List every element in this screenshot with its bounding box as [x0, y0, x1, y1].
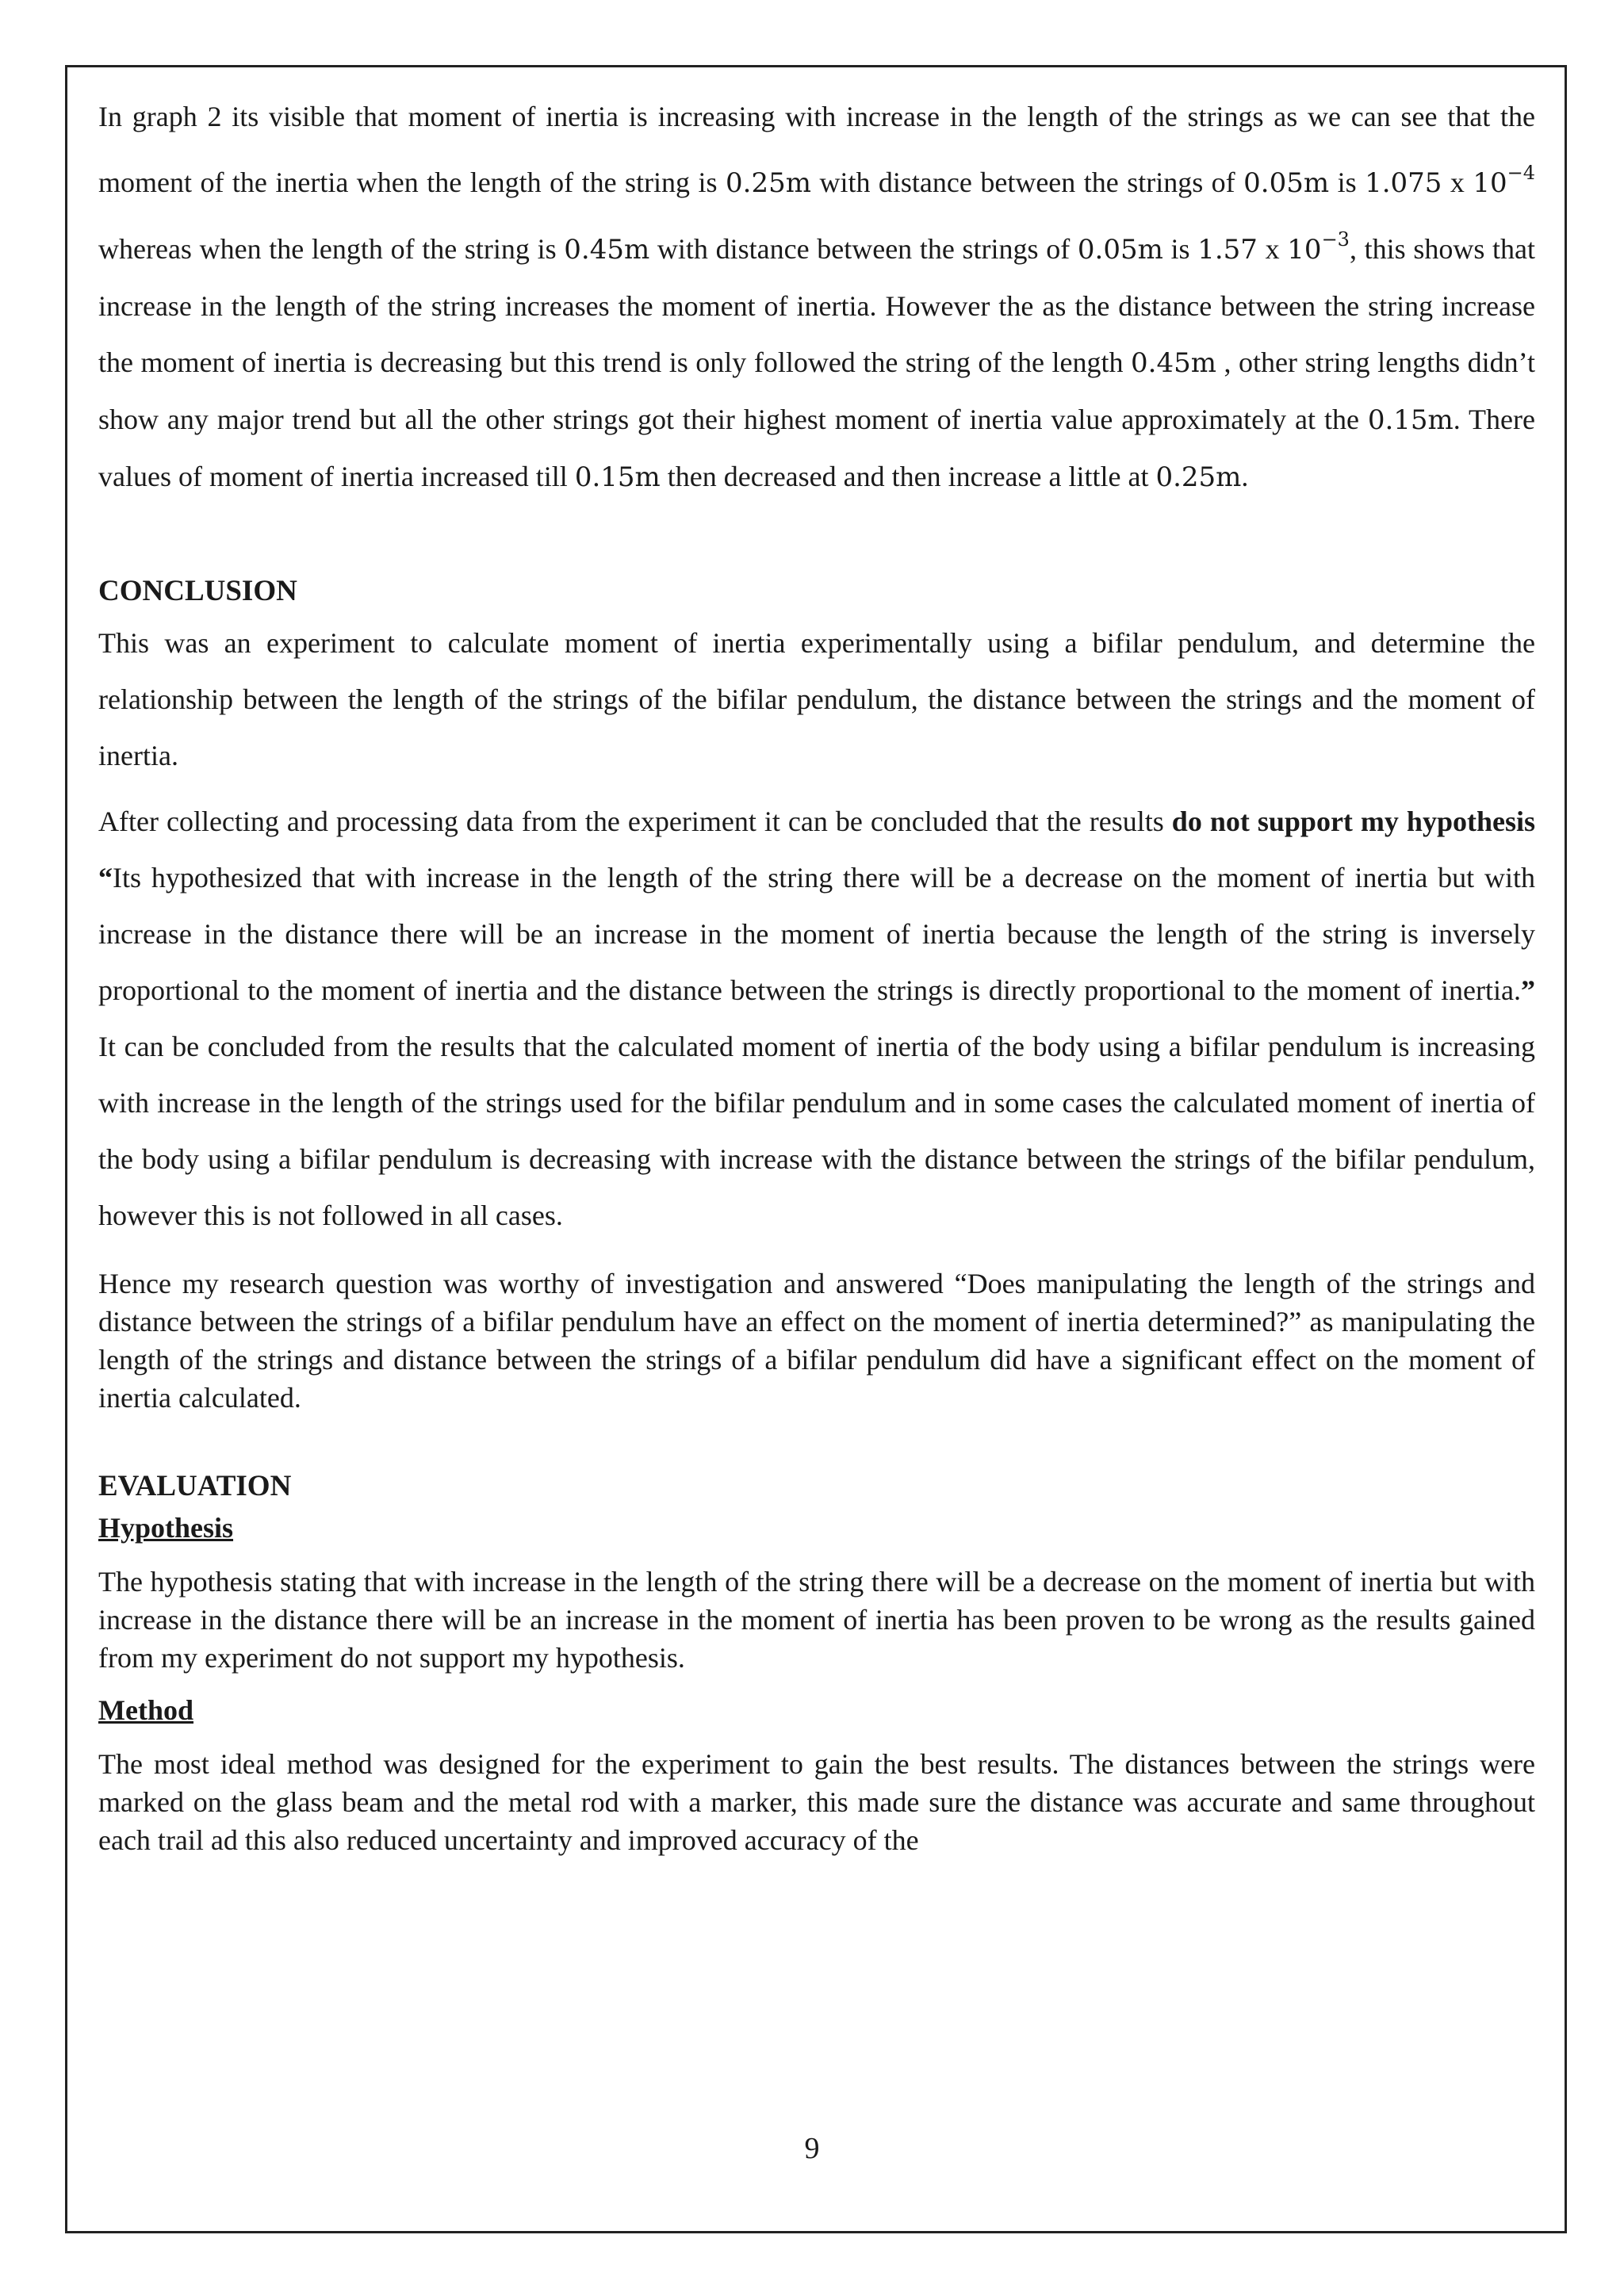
evaluation-heading: EVALUATION: [98, 1470, 292, 1502]
hypothesis-paragraph: The hypothesis stating that with increase in the length of the string there will be a decrease on the moment of inertia but with increase in the distance there will be an increase in the moment of inertia has been proven to be wrong as the results gained from my experiment do not support my hypothesis.: [98, 1566, 1535, 1674]
page-content: [98, 89, 1535, 1859]
method-subheading: Method: [98, 1694, 193, 1726]
page-number: 9: [804, 2132, 820, 2165]
method-paragraph: The most ideal method was designed for the experiment to gain the best results. The distances between the strings were marked on the glass beam and the metal rod with a marker, this made sure the distance was accurate and same throughout each trail ad this also reduced uncertainty and improved accuracy of the: [98, 1748, 1535, 1856]
conclusion-paragraph-3: Hence my research question was worthy of investigation and answered “Does manipulating the length of the strings and distance between the strings of a bifilar pendulum have an effect on the moment of inertia determined?” as manipulating the length of the strings and distance between the strings of a bifilar pendulum did have a significant effect on the moment of inertia calculated.: [98, 1268, 1535, 1414]
conclusion-paragraph-2: After collecting and processing data from the experiment it can be concluded that the results do not support my hypothesis “Its hypothesized that with increase in the length of the string there will be a decrease on the moment of inertia but with increase in the distance there will be an increase in the moment of inertia because the length of the string is inversely proportional to the moment of inertia and the distance between the strings is directly proportional to the moment of inertia.” It can be concluded from the results that the calculated moment of inertia of the body using a bifilar pendulum is increasing with increase in the length of the strings used for the bifilar pendulum and in some cases the calculated moment of inertia of the body using a bifilar pendulum is decreasing with increase with the distance between the strings of the bifilar pendulum, however this is not followed in all cases.: [98, 806, 1535, 1231]
hypothesis-subheading: Hypothesis: [98, 1512, 234, 1544]
analysis-paragraph: In graph 2 its visible that moment of inertia is increasing with increase in the length of the strings as we can see that the moment of the inertia when the length of the string is 0.25m with distance between the strings of 0.05m is 1.075 x $10^{-4}$ whereas when the length of the string is 0.45m with distance between the strings of 0.05m is 1.57 x $10^{-3}$, this shows that increase in the length of the string increases the moment of inertia. However the as the distance between the string increase the moment of inertia is decreasing but this trend is only followed the string of the length 0.45m , other string lengths didn’t show any major trend but all the other strings got their highest moment of inertia value approximately at the 0.15m. There values of moment of inertia increased till 0.15m then decreased and then increase a little at 0.25m.: [98, 101, 1536, 493]
conclusion-heading: CONCLUSION: [98, 575, 297, 607]
conclusion-paragraph-1: This was an experiment to calculate moment of inertia experimentally using a bifilar pendulum, and determine the relationship between the length of the strings of the bifilar pendulum, the distance between the strings and the moment of inertia.: [98, 627, 1535, 771]
